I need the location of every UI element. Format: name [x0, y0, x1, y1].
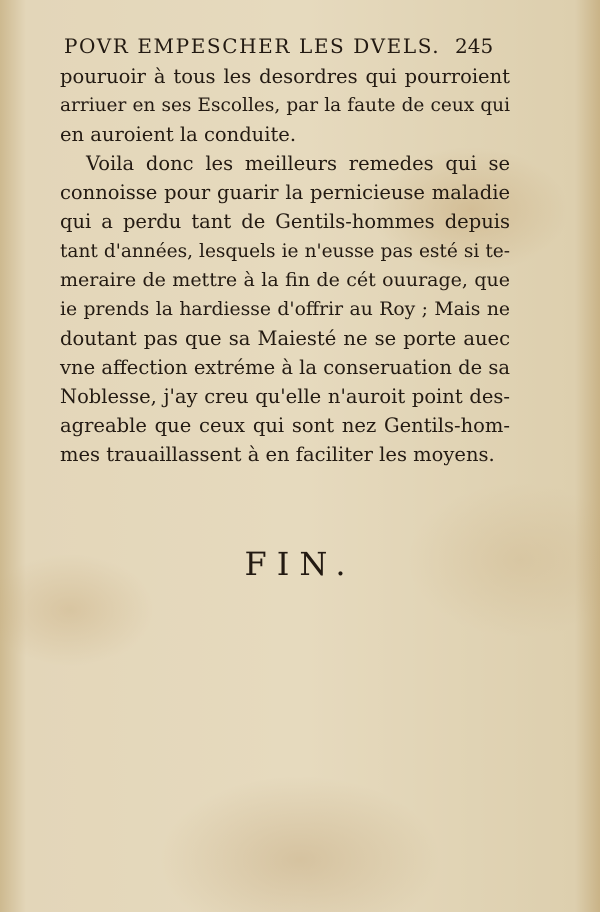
paragraph-1	[60, 62, 510, 149]
page-number: 245	[455, 34, 494, 58]
text-line: vne affection extréme à la conseruation de sa	[60, 355, 510, 379]
text-line: Noblesse, j'ay creu qu'elle n'auroit point des-	[60, 385, 510, 409]
text-line: tant d'années, lesquels ie n'eusse pas esté si te-	[60, 240, 510, 262]
text-line: connoisse pour guarir la pernicieuse maladie	[60, 181, 510, 205]
body-text	[60, 62, 510, 469]
text-line: doutant pas que sa Maiesté ne se porte auec	[60, 326, 510, 350]
text-line: meraire de mettre à la fin de cét ouurage, que	[60, 268, 510, 291]
text-line: arriuer en ses Escolles, par la faute de ceux qui	[60, 95, 510, 117]
text-line: agreable que ceux qui sont nez Gentils-hom-	[60, 414, 510, 438]
text-line: qui a perdu tant de Gentils-hommes depuis	[60, 210, 510, 234]
text-line: en auroient la conduite.	[60, 123, 297, 147]
text-line: ie prends la hardiesse d'offrir au Roy ; Mais ne	[60, 298, 510, 320]
ending-mark: FIN.	[244, 545, 356, 583]
paragraph-2	[60, 149, 510, 469]
text-line: Voila donc les meilleurs remedes qui se	[86, 152, 510, 176]
page-header	[0, 30, 600, 60]
text-line: mes trauaillassent à en faciliter les moyens.	[60, 443, 495, 467]
running-head: POVR EMPESCHER LES DVELS.	[64, 34, 441, 58]
text-line: pouruoir à tous les desordres qui pourroient	[60, 65, 510, 88]
